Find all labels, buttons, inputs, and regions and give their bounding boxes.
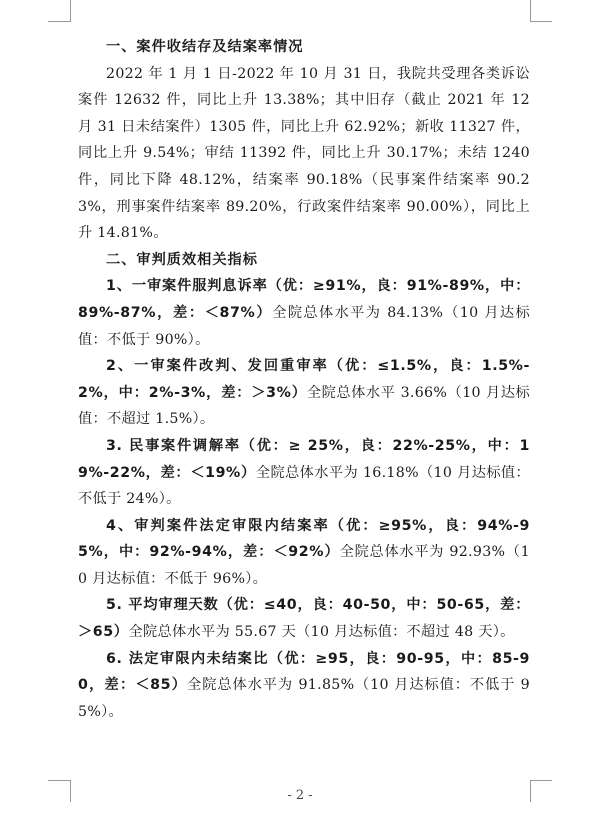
crop-mark xyxy=(48,21,70,22)
indicator-title: 1、一审案件服判息诉率（优：≥91%，良：91%-89%，中：89%-87%，差：＜87%） xyxy=(78,278,530,321)
indicator-item xyxy=(78,353,530,433)
indicator-item xyxy=(78,592,530,645)
indicator-item xyxy=(78,646,530,726)
crop-mark xyxy=(70,0,71,22)
indicator-item xyxy=(78,433,530,513)
indicator-title: 3. 民事案件调解率（优：≥ 25%，良：22%-25%，中：19%-22%，差：＜19%） xyxy=(78,437,530,481)
section-heading: 二、审判质效相关指标 xyxy=(106,251,258,268)
indicator-item xyxy=(78,513,530,593)
indicator-title: 2、一审案件改判、发回重审率（优：≤1.5%，良：1.5%-2%，中：2%-3%，差：＞3%） xyxy=(78,358,530,401)
page-number: - 2 - xyxy=(287,788,313,803)
document-body xyxy=(78,34,530,725)
indicator-title: 6. 法定审限内未结案比（优：≥95，良：90-95，中：85-90，差：＜85） xyxy=(78,650,530,694)
indicator-value: 全院总体水平为 84.13%（10 月达标值：不低于 90%）。 xyxy=(78,304,530,348)
indicator-value: 全院总体水平为 92.93%（10 月达标值：不低于 96%）。 xyxy=(78,544,530,587)
crop-mark xyxy=(530,0,531,22)
crop-mark xyxy=(48,780,70,781)
indicator-value: 全院总体水平为 91.85%（10 月达标值：不低于 95%）。 xyxy=(78,677,530,720)
section-heading: 一、案件收结存及结案率情况 xyxy=(106,39,304,55)
section-paragraph: 2022 年 1 月 1 日-2022 年 10 月 31 日，我院共受理各类诉讼案件 12632 件，同比上升 13.38%；其中旧存（截止 2021 年 12 月 31 日未结案件）1305 件，同比上升 62.92%；新收 11327 件，同比上升 9.54%；审结 11392 件，同比上升 30.17%；未结 1240 件，同比下降 48.12%，结案率 90.18%（民事案件结案率 90.23%，刑事案件结案率 89.20%，行政案件结案率 90.00%），同比上升 14.81%。 xyxy=(78,65,530,242)
indicator-value: 全院总体水平 3.66%（10 月达标值：不超过 1.5%）。 xyxy=(78,384,531,428)
crop-mark xyxy=(530,21,552,22)
indicator-title: 5. 平均审理天数（优：≤40，良：40-50，中：50-65，差：＞65） xyxy=(78,597,530,641)
indicator-item xyxy=(78,273,530,353)
crop-mark xyxy=(530,780,552,781)
indicator-title: 4、审判案件法定审限内结案率（优：≥95%，良：94%-95%，中：92%-94%，差：＜92%） xyxy=(78,517,530,561)
indicator-value: 全院总体水平为 16.18%（10 月达标值：不低于 24%）。 xyxy=(78,464,530,508)
indicator-value: 全院总体水平为 55.67 天（10 月达标值：不超过 48 天）。 xyxy=(128,624,515,641)
